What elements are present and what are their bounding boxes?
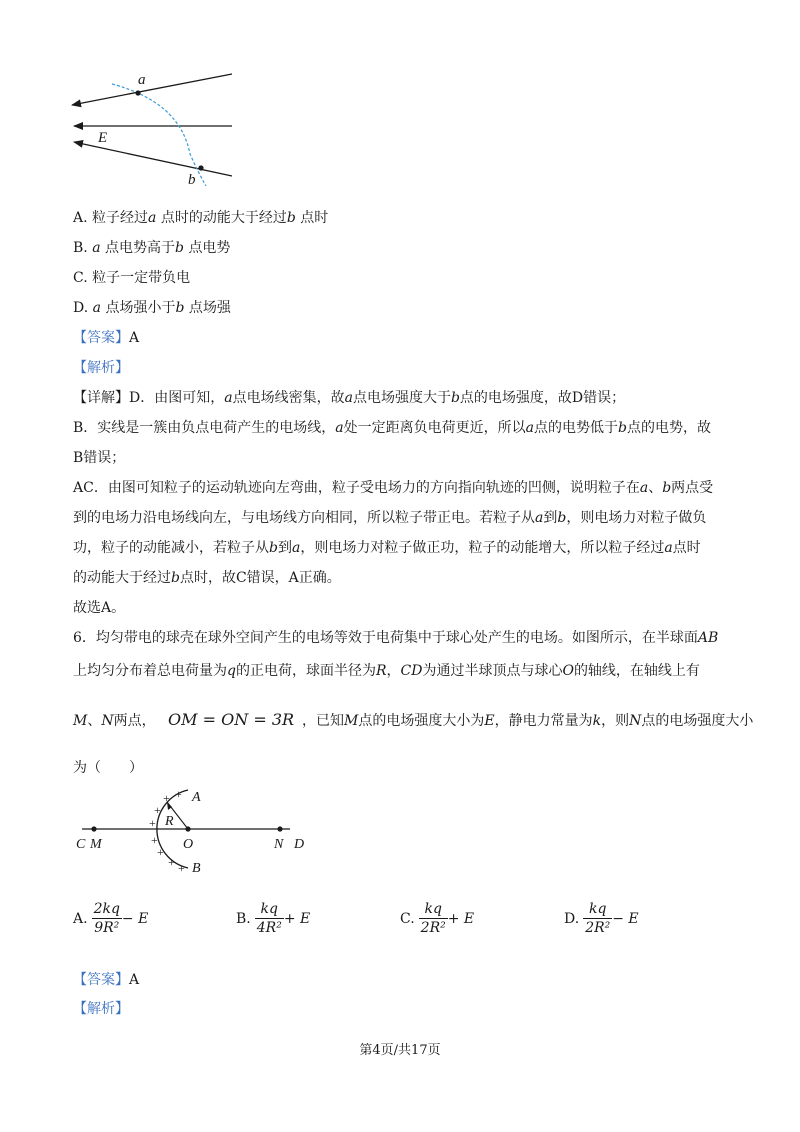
svg-text:R: R <box>165 814 174 829</box>
q5-detail-line5: 到的电场力沿电场线向左，与电场线方向相同，所以粒子带正电。若粒子从a到b，则电场力对粒子做负 <box>73 510 707 526</box>
equation-om-on: OM = ON = 3R <box>168 710 295 729</box>
point-n <box>277 826 282 831</box>
svg-text:C: C <box>76 837 86 852</box>
svg-text:A: A <box>192 790 201 805</box>
q5-detail-line6: 功，粒子的动能减小，若粒子从b到a，则电场力对粒子做正功，粒子的动能增大，所以粒子经过a点时 <box>73 540 701 556</box>
q5-option-c: C. 粒子一定带负电 <box>73 270 191 286</box>
label-a: a <box>138 72 146 88</box>
q5-option-b: B. a 点电势高于b 点电势 <box>73 240 231 256</box>
q5-detail-line4: AC．由图可知粒子的运动轨迹向左弯曲，粒子受电场力的方向指向轨迹的凹侧，说明粒子在a、b两点受 <box>73 480 714 496</box>
q6-stem-line4: 为（ ） <box>73 760 143 776</box>
svg-text:O: O <box>183 837 194 852</box>
field-line-bottom <box>74 142 232 176</box>
q6-stem-line1: 6．均匀带电的球壳在球外空间产生的电场等效于电荷集中于球心处产生的电场。如图所示，在半球面AB <box>73 630 719 646</box>
field-lines-figure <box>60 62 250 192</box>
point-b <box>198 165 203 170</box>
point-o <box>185 826 190 831</box>
q6-analysis-heading: 【解析】 <box>73 1001 129 1017</box>
q6-option-d: D. $\frac{kq}{\text{2R²}}$ − E <box>564 901 639 936</box>
svg-text:+: + <box>163 791 170 805</box>
q5-detail-line2: B．实线是一簇由负点电荷产生的电场线，a处一定距离负电荷更近，所以a点的电势低于b点的电势，故 <box>73 420 711 436</box>
svg-text:+: + <box>154 803 161 817</box>
q5-detail-line3: B错误； <box>73 450 126 466</box>
point-m <box>91 826 96 831</box>
svg-text:+: + <box>168 855 175 869</box>
q6-stem-line2: 上均匀分布着总电荷量为q的正电荷，球面半径为R，CD为通过半球顶点与球心O的轴线，在轴线上有 <box>73 663 700 679</box>
q6-option-a: A. $\frac{2kq}{\text{9R²}}$ − E <box>73 901 149 936</box>
q5-option-d: D. a 点场强小于b 点场强 <box>73 300 231 316</box>
svg-text:M: M <box>90 837 102 852</box>
svg-text:N: N <box>274 837 284 852</box>
q5-conclusion: 故选A。 <box>73 600 126 616</box>
field-line-top <box>72 74 232 105</box>
hemisphere-figure <box>70 782 320 882</box>
svg-text:D: D <box>294 837 305 852</box>
q5-detail-line1: 【详解】D．由图可知，a点电场线密集，故a点电场强度大于b点的电场强度，故D错误； <box>73 390 626 406</box>
point-a <box>135 90 140 95</box>
svg-text:+: + <box>151 833 158 847</box>
svg-text:+: + <box>175 787 182 801</box>
page-footer: 第4页/共17页 <box>359 1043 441 1058</box>
q6-option-c: C. $\frac{kq}{\text{2R²}}$ + E <box>400 901 475 936</box>
svg-text:+: + <box>149 816 156 830</box>
label-E: E <box>98 130 108 146</box>
q5-analysis-heading: 【解析】 <box>73 360 129 376</box>
svg-text:B: B <box>192 861 201 876</box>
q6-stem-line3: M、N两点， OM = ON = 3R ，已知M点的电场强度大小为E，静电力常量为k，则N点的电场强度大小 <box>73 710 754 729</box>
q5-option-a: A. 粒子经过a 点时的动能大于经过b 点时 <box>73 210 329 226</box>
q5-detail-line7: 的动能大于经过b点时，故C错误，A正确。 <box>73 570 341 586</box>
label-b: b <box>188 172 196 188</box>
svg-text:+: + <box>178 861 185 875</box>
q6-answer: 【答案】A <box>73 972 140 988</box>
q5-answer: 【答案】A <box>73 330 140 346</box>
svg-text:+: + <box>157 845 164 859</box>
particle-trajectory <box>112 84 206 186</box>
q6-option-b: B. $\frac{kq}{\text{4R²}}$ + E <box>236 901 311 936</box>
